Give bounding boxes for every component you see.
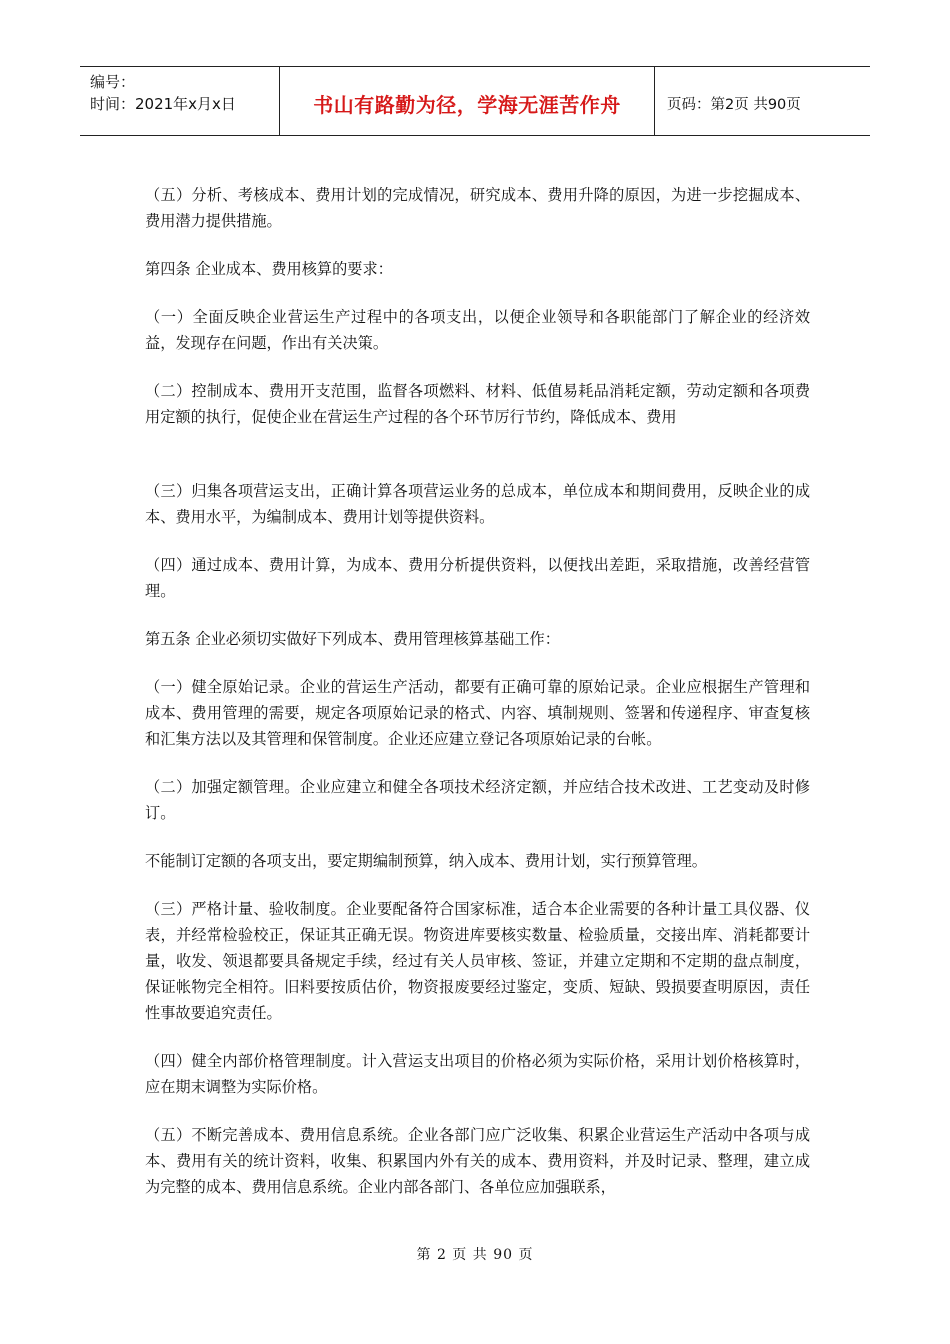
document-body: [145, 182, 810, 1222]
paragraph: （五）分析、考核成本、费用计划的完成情况，研究成本、费用升降的原因，为进一步挖掘成本、费用潜力提供措施。: [145, 186, 810, 230]
paragraph: （三）归集各项营运支出，正确计算各项营运业务的总成本，单位成本和期间费用，反映企业的成本、费用水平，为编制成本、费用计划等提供资料。: [145, 482, 810, 526]
page-header: [80, 66, 870, 136]
page-footer: 第 2 页 共 90 页: [416, 1247, 534, 1263]
header-page-info: 页码：第2页 共90页: [667, 96, 801, 113]
paragraph: （二）加强定额管理。企业应建立和健全各项技术经济定额，并应结合技术改进、工艺变动及时修订。: [145, 778, 810, 822]
section-heading: 第五条 企业必须切实做好下列成本、费用管理核算基础工作：: [145, 630, 560, 648]
document-number-label: 编号：: [90, 73, 136, 91]
paragraph: （一）全面反映企业营运生产过程中的各项支出，以便企业领导和各职能部门了解企业的经济效益，发现存在问题，作出有关决策。: [145, 308, 810, 352]
paragraph: （三）严格计量、验收制度。企业要配备符合国家标准，适合本企业需要的各种计量工具仪器、仪表，并经常检验校正，保证其正确无误。物资进库要核实数量、检验质量，交接出库、消耗都要计量，收发、领退都要具备规定手续，经过有关人员审核、签证，并建立定期和不定期的盘点制度，保证帐物完全相符。旧料要按质估价，物资报废要经过鉴定，变质、短缺、毁损要查明原因，责任性事故要追究责任。: [145, 900, 810, 1022]
paragraph: （二）控制成本、费用开支范围，监督各项燃料、材料、低值易耗品消耗定额，劳动定额和各项费用定额的执行，促使企业在营运生产过程的各个环节厉行节约，降低成本、费用: [145, 382, 810, 426]
section-heading: 第四条 企业成本、费用核算的要求：: [145, 260, 393, 278]
header-motto: 书山有路勤为径，学海无涯苦作舟: [313, 92, 621, 117]
paragraph: （五）不断完善成本、费用信息系统。企业各部门应广泛收集、积累企业营运生产活动中各项与成本、费用有关的统计资料，收集、积累国内外有关的成本、费用资料，并及时记录、整理，建立成为完整的成本、费用信息系统。企业内部各部门、各单位应加强联系，: [145, 1126, 810, 1196]
paragraph: 不能制订定额的各项支出，要定期编制预算，纳入成本、费用计划，实行预算管理。: [145, 852, 707, 870]
header-meta: [80, 67, 280, 135]
header-page-cell: [655, 67, 870, 135]
paragraph: （四）健全内部价格管理制度。计入营运支出项目的价格必须为实际价格，采用计划价格核算时，应在期末调整为实际价格。: [145, 1052, 810, 1096]
paragraph: （四）通过成本、费用计算，为成本、费用分析提供资料，以便找出差距，采取措施，改善经营管理。: [145, 556, 810, 600]
document-time-label: 时间：2021年x月x日: [90, 95, 236, 113]
header-motto-cell: [280, 67, 655, 135]
paragraph: （一）健全原始记录。企业的营运生产活动，都要有正确可靠的原始记录。企业应根据生产管理和成本、费用管理的需要，规定各项原始记录的格式、内容、填制规则、签署和传递程序、审查复核和汇集方法以及其管理和保管制度。企业还应建立登记各项原始记录的台帐。: [145, 678, 810, 748]
